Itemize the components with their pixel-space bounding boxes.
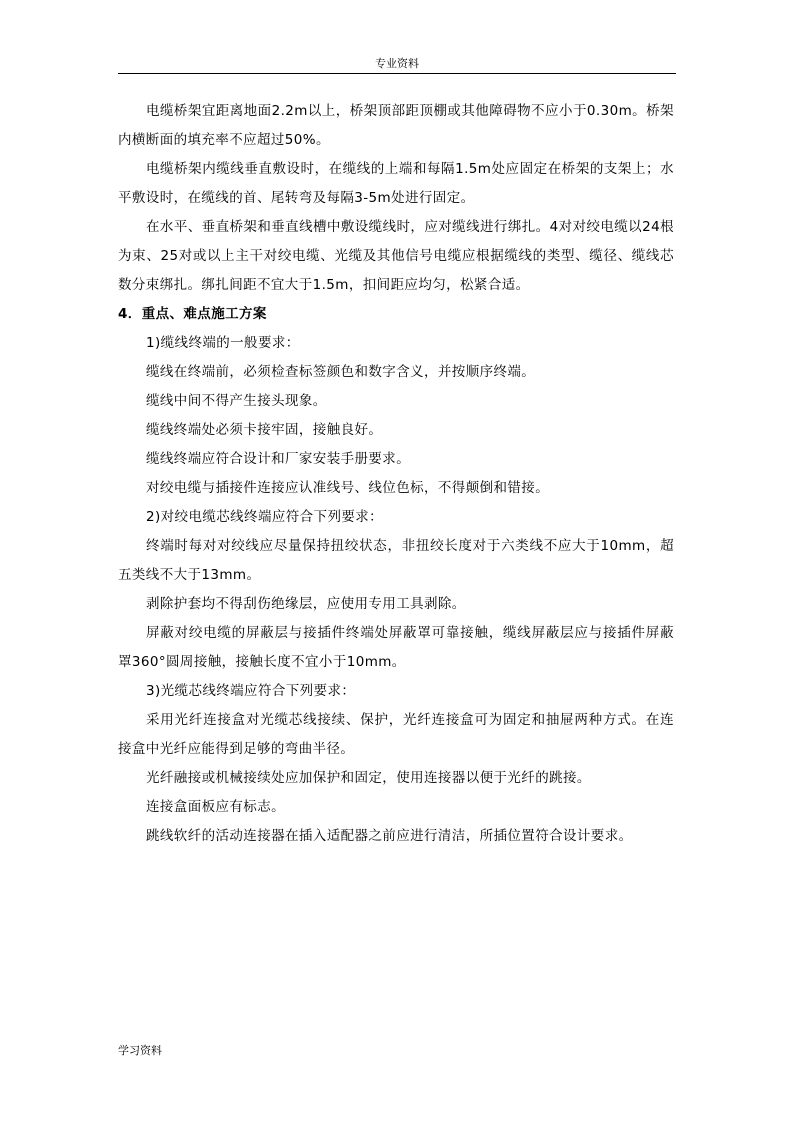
list-item: 剥除护套均不得刮伤绝缘层，应使用专用工具剥除。 (146, 596, 466, 612)
subsection-title-2: 2)对绞电缆芯线终端应符合下列要求： (146, 509, 384, 525)
paragraph-binding: 在水平、垂直桥架和垂直线槽中敷设缆线时，应对缆线进行绑扎。4对对绞电缆以24根为束、25对或以上主干对绞电缆、光缆及其他信号电缆应根据缆线的类型、缆径、缆线芯数分束绑扎。绑扎间距不宜大于1.5m，扣间距应均匀，松紧合适。 (118, 219, 674, 293)
list-item: 连接盒面板应有标志。 (146, 799, 285, 815)
page-footer: 学习资料 (118, 1044, 162, 1057)
subsection-title-1: 1)缆线终端的一般要求： (146, 335, 300, 351)
list-item: 缆线终端应符合设计和厂家安装手册要求。 (146, 451, 411, 467)
list-item: 缆线中间不得产生接头现象。 (146, 393, 327, 409)
document-body (118, 97, 674, 851)
list-item: 终端时每对对绞线应尽量保持扭绞状态，非扭绞长度对于六类线不应大于10mm，超五类线不大于13mm。 (118, 538, 674, 583)
list-item: 屏蔽对绞电缆的屏蔽层与接插件终端处屏蔽罩可靠接触，缆线屏蔽层应与接插件屏蔽罩360°圆周接触，接触长度不宜小于10mm。 (118, 625, 674, 670)
list-item: 对绞电缆与插接件连接应认准线号、线位色标，不得颠倒和错接。 (146, 480, 550, 496)
page-header: 专业资料 (375, 57, 419, 70)
list-item: 光纤融接或机械接续处应加保护和固定，使用连接器以便于光纤的跳接。 (146, 770, 591, 786)
subsection-title-3: 3)光缆芯线终端应符合下列要求： (146, 683, 356, 699)
header-rule (118, 73, 676, 74)
paragraph-vertical-laying: 电缆桥架内缆线垂直敷设时，在缆线的上端和每隔1.5m处应固定在桥架的支架上；水平敷设时，在缆线的首、尾转弯及每隔3-5m处进行固定。 (118, 161, 674, 206)
list-item: 缆线终端处必须卡接牢固，接触良好。 (146, 422, 383, 438)
list-item: 跳线软纤的活动连接器在插入适配器之前应进行清洁，所插位置符合设计要求。 (146, 828, 633, 844)
list-item: 采用光纤连接盒对光缆芯线接续、保护，光纤连接盒可为固定和抽屉两种方式。在连接盒中光纤应能得到足够的弯曲半径。 (118, 712, 674, 757)
paragraph-tray-height: 电缆桥架宜距离地面2.2m以上，桥架顶部距顶棚或其他障碍物不应小于0.30m。桥架内横断面的填充率不应超过50%。 (118, 103, 674, 148)
section-heading-4: 4．重点、难点施工方案 (118, 306, 267, 322)
list-item: 缆线在终端前，必须检查标签颜色和数字含义，并按顺序终端。 (146, 364, 536, 380)
